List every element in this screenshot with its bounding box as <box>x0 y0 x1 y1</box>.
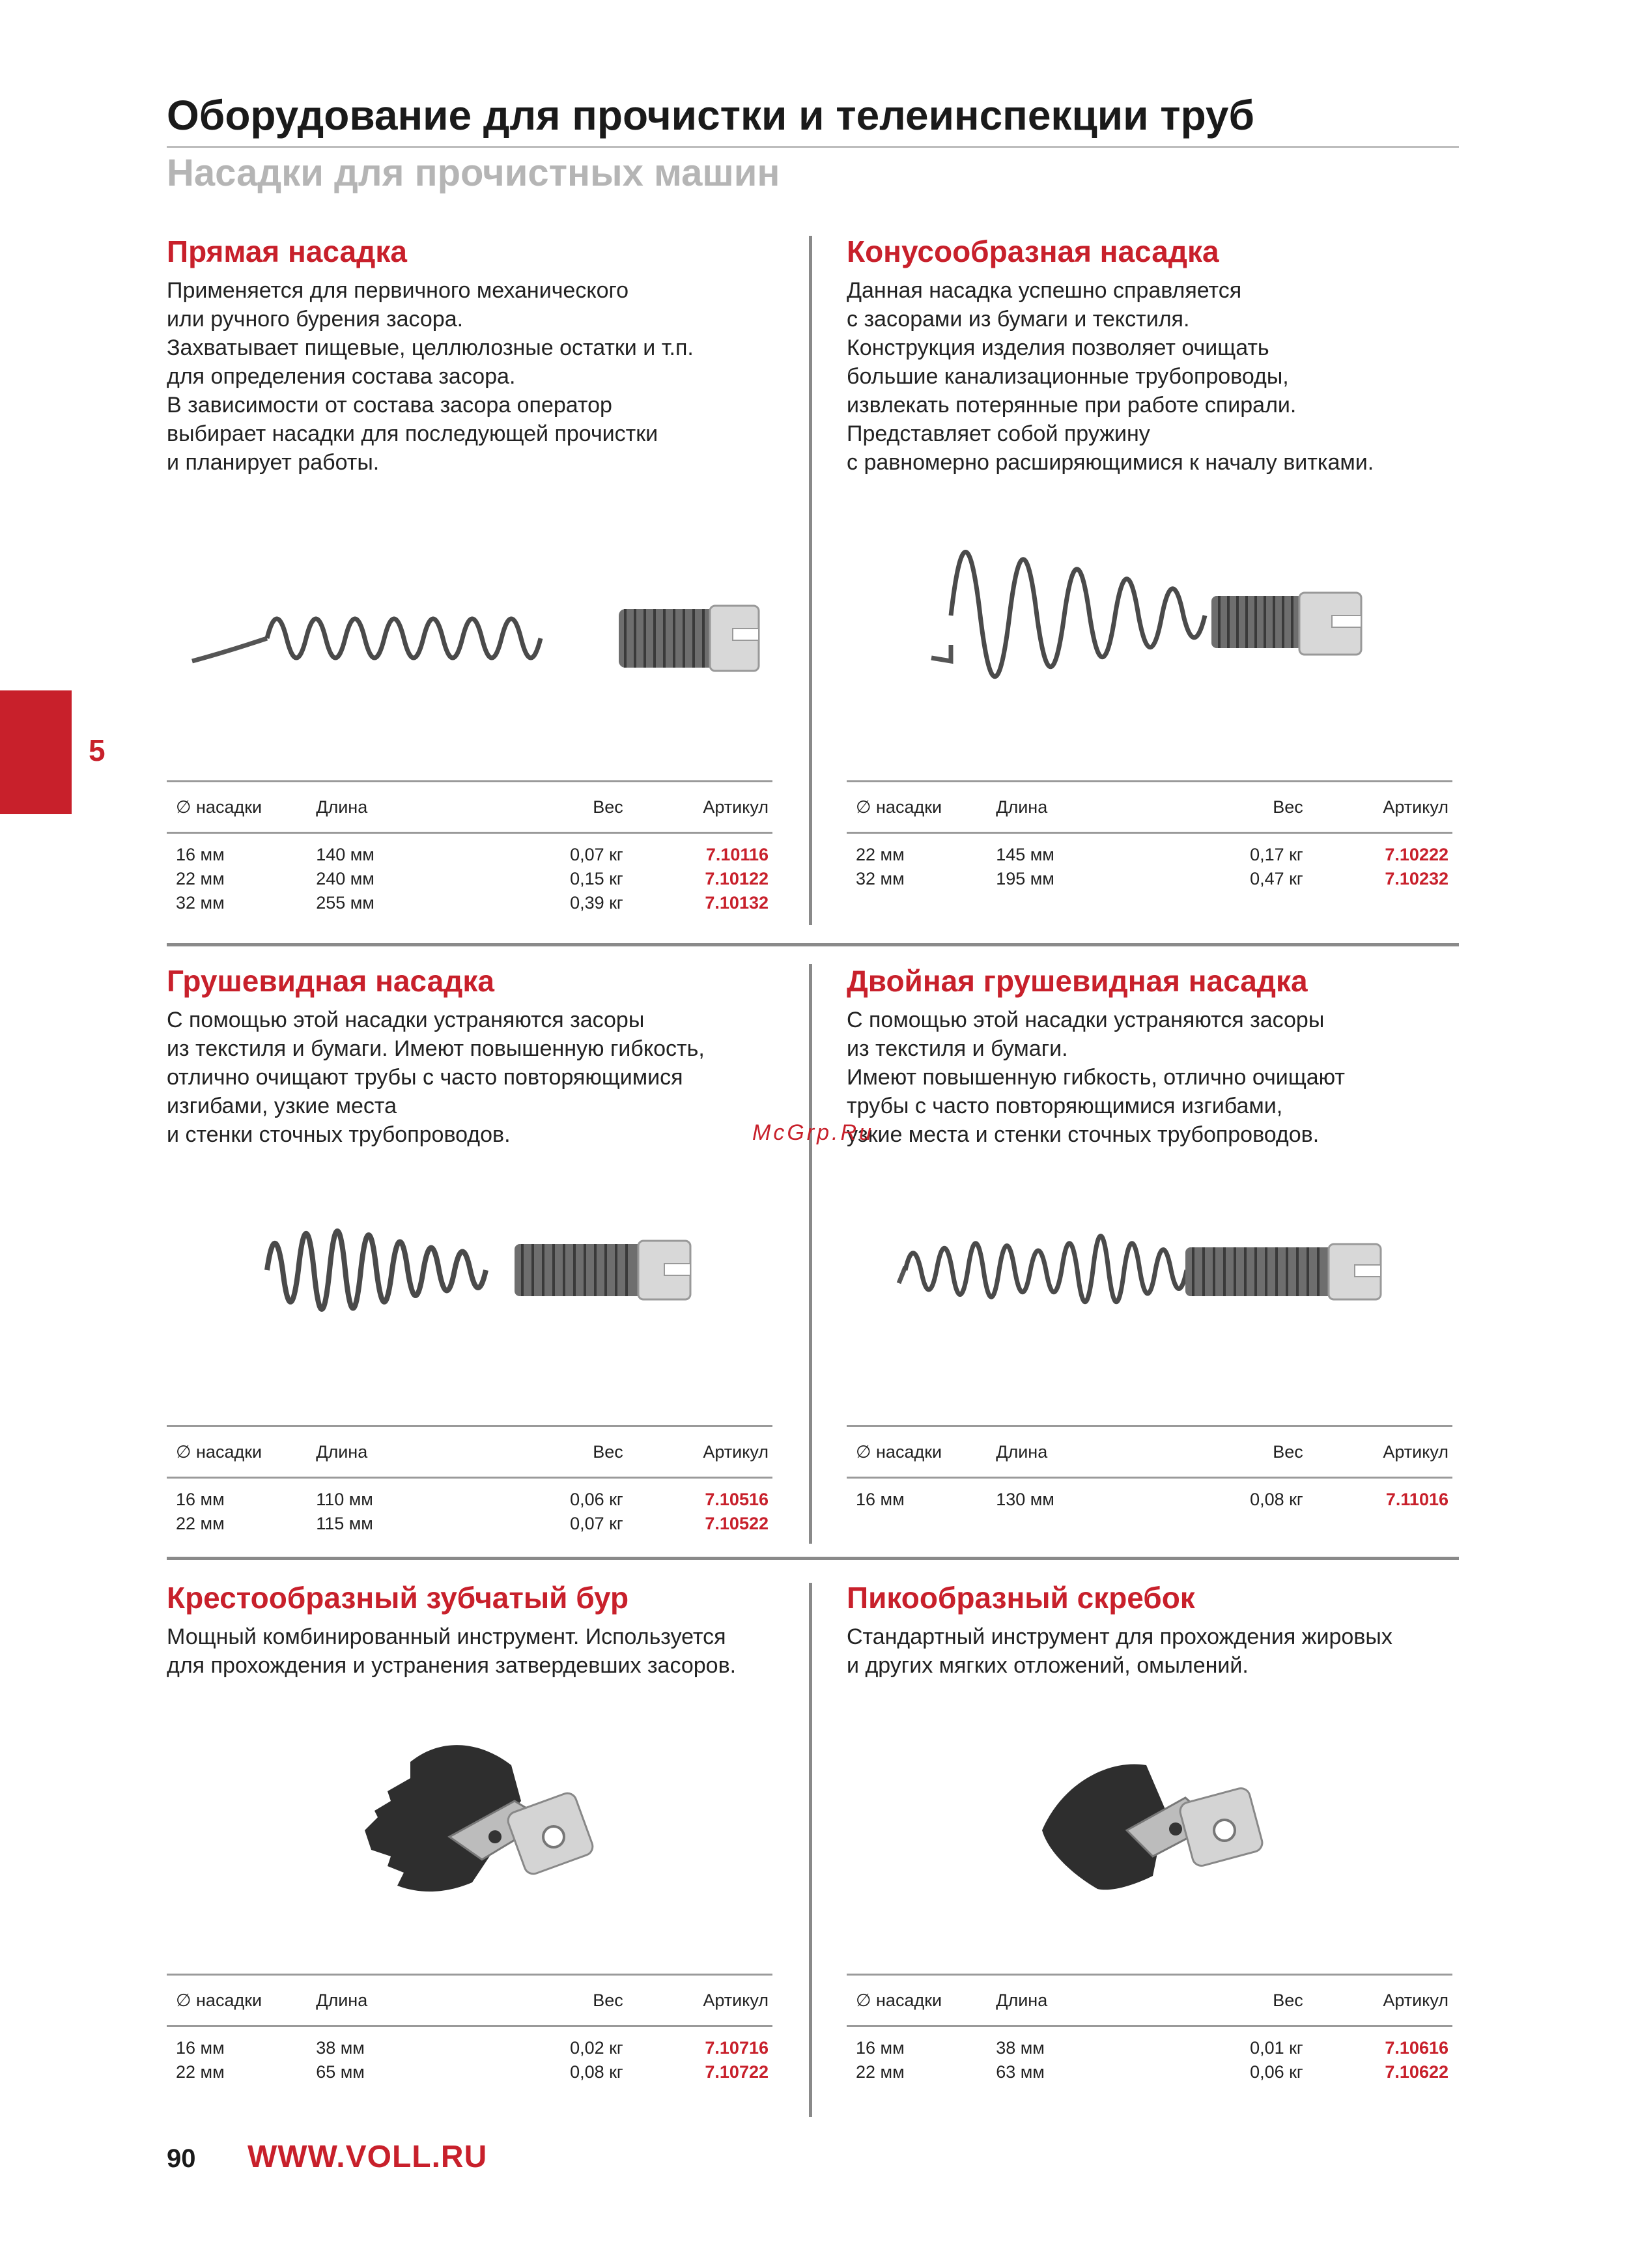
col-article: Артикул <box>703 1441 769 1462</box>
table-row <box>167 891 772 915</box>
product-title: Прямая насадка <box>167 234 407 268</box>
cell-length: 195 мм <box>996 869 1054 888</box>
col-article: Артикул <box>1383 1990 1448 2010</box>
col-weight: Вес <box>593 1441 623 1462</box>
cell-article: 7.10132 <box>705 893 769 913</box>
product-section <box>167 963 779 1149</box>
cell-diameter: 22 мм <box>176 869 225 888</box>
col-weight: Вес <box>1273 797 1303 817</box>
page-number: 90 <box>167 2144 196 2173</box>
col-diameter: ∅ насадки <box>176 1441 262 1462</box>
cell-length: 65 мм <box>316 2062 365 2082</box>
double-pear-spring-image <box>892 1205 1426 1335</box>
product-section <box>847 963 1459 1149</box>
product-section <box>847 1580 1459 1680</box>
cell-article: 7.10716 <box>705 2038 769 2058</box>
spade-scraper-image <box>1036 1746 1270 1908</box>
cell-weight: 0,06 кг <box>570 1490 623 1509</box>
spec-table <box>167 1425 772 1536</box>
page-subtitle: Насадки для прочистных машин <box>167 152 780 194</box>
description-line: трубы с часто повторяющимися изгибами, <box>847 1094 1283 1118</box>
table-row <box>167 1478 772 1512</box>
cell-length: 63 мм <box>996 2062 1045 2082</box>
col-diameter: ∅ насадки <box>856 1441 942 1462</box>
cell-article: 7.10222 <box>1385 845 1448 864</box>
col-weight: Вес <box>593 797 623 817</box>
cell-length: 110 мм <box>316 1490 373 1509</box>
description-line: Имеют повышенную гибкость, отлично очищают <box>847 1065 1345 1090</box>
col-length: Длина <box>996 1990 1048 2010</box>
cell-article: 7.10116 <box>705 845 769 864</box>
product-description <box>847 1006 1459 1149</box>
spec-table <box>847 780 1452 891</box>
straight-spring-image <box>189 573 775 684</box>
description-line: Стандартный инструмент для прохождения жировых <box>847 1624 1392 1649</box>
cell-length: 130 мм <box>996 1490 1054 1509</box>
description-line: Захватывает пищевые, целлюлозные остатки и т.п. <box>167 335 694 360</box>
cell-weight: 0,01 кг <box>1250 2038 1303 2058</box>
description-line: для определения состава засора. <box>167 364 516 389</box>
cell-length: 255 мм <box>316 893 374 913</box>
description-line: отлично очищают трубы с часто повторяющимися <box>167 1065 683 1090</box>
cell-diameter: 32 мм <box>176 893 225 913</box>
col-weight: Вес <box>593 1990 623 2010</box>
cell-article: 7.10522 <box>705 1514 769 1533</box>
description-line: и планирует работы. <box>167 450 380 475</box>
cell-weight: 0,08 кг <box>570 2062 623 2082</box>
product-description <box>167 276 779 477</box>
description-line: С помощью этой насадки устраняются засоры <box>167 1008 645 1032</box>
col-weight: Вес <box>1273 1990 1303 2010</box>
table-row <box>847 867 1452 891</box>
table-row <box>167 867 772 891</box>
cell-article: 7.10122 <box>705 869 769 888</box>
cell-article: 7.10516 <box>705 1490 769 1509</box>
description-line: Мощный комбинированный инструмент. Используется <box>167 1624 726 1649</box>
col-length: Длина <box>996 1441 1048 1462</box>
description-line: с равномерно расширяющимися к началу витками. <box>847 450 1374 475</box>
description-line: выбирает насадки для последующей прочистки <box>167 421 658 446</box>
col-length: Длина <box>316 797 368 817</box>
cell-weight: 0,15 кг <box>570 869 623 888</box>
col-diameter: ∅ насадки <box>176 1990 262 2010</box>
cell-article: 7.10722 <box>705 2062 769 2082</box>
col-article: Артикул <box>1383 797 1448 817</box>
cell-length: 38 мм <box>316 2038 365 2058</box>
col-length: Длина <box>996 797 1048 817</box>
table-row <box>847 833 1452 868</box>
col-diameter: ∅ насадки <box>856 1990 942 2010</box>
cell-length: 240 мм <box>316 869 374 888</box>
table-row <box>847 2026 1452 2061</box>
col-diameter: ∅ насадки <box>176 797 262 817</box>
table-row <box>167 1512 772 1536</box>
table-row <box>167 833 772 868</box>
cell-weight: 0,02 кг <box>570 2038 623 2058</box>
product-title: Крестообразный зубчатый бур <box>167 1581 629 1615</box>
cell-diameter: 32 мм <box>856 869 905 888</box>
description-line: или ручного бурения засора. <box>167 307 464 332</box>
cell-diameter: 22 мм <box>856 845 905 864</box>
product-title: Двойная грушевидная насадка <box>847 964 1308 998</box>
section-divider <box>167 943 1459 946</box>
cell-diameter: 22 мм <box>856 2062 905 2082</box>
chapter-number: 5 <box>89 733 106 767</box>
description-line: В зависимости от состава засора оператор <box>167 393 612 418</box>
cell-diameter: 22 мм <box>176 2062 225 2082</box>
description-line: Представляет собой пружину <box>847 421 1150 446</box>
table-row <box>847 1478 1452 1512</box>
cone-spring-image <box>925 547 1394 697</box>
description-line: из текстиля и бумаги. Имеют повышенную гибкость, <box>167 1036 705 1061</box>
product-section <box>167 1580 779 1680</box>
chapter-tab <box>0 690 72 814</box>
description-line: с засорами из бумаги и текстиля. <box>847 307 1190 332</box>
description-line: Данная насадка успешно справляется <box>847 278 1242 303</box>
col-length: Длина <box>316 1441 368 1462</box>
spec-table <box>167 780 772 915</box>
table-row <box>167 2060 772 2084</box>
cell-diameter: 16 мм <box>176 2038 225 2058</box>
description-line: извлекать потерянные при работе спирали. <box>847 393 1297 418</box>
col-article: Артикул <box>703 1990 769 2010</box>
cell-weight: 0,08 кг <box>1250 1490 1303 1509</box>
cell-weight: 0,39 кг <box>570 893 623 913</box>
cell-diameter: 22 мм <box>176 1514 225 1533</box>
description-line: узкие места и стенки сточных трубопроводов. <box>847 1122 1320 1147</box>
product-description <box>847 276 1459 477</box>
column-divider <box>809 236 812 925</box>
pear-spring-image <box>254 1198 703 1342</box>
description-line: и стенки сточных трубопроводов. <box>167 1122 511 1147</box>
spec-table <box>847 1425 1452 1512</box>
cell-length: 38 мм <box>996 2038 1045 2058</box>
product-description <box>167 1006 779 1149</box>
cell-article: 7.11016 <box>1385 1490 1448 1509</box>
page-title: Оборудование для прочистки и телеинспекции труб <box>167 92 1254 139</box>
description-line: Конструкция изделия позволяет очищать <box>847 335 1269 360</box>
product-section <box>847 233 1459 477</box>
website-link[interactable]: WWW.VOLL.RU <box>247 2140 488 2174</box>
product-description <box>847 1623 1459 1680</box>
cell-length: 115 мм <box>316 1514 373 1533</box>
product-title: Грушевидная насадка <box>167 964 494 998</box>
cell-diameter: 16 мм <box>176 845 225 864</box>
description-line: С помощью этой насадки устраняются засоры <box>847 1008 1325 1032</box>
col-weight: Вес <box>1273 1441 1303 1462</box>
description-line: для прохождения и устранения затвердевших засоров. <box>167 1653 737 1678</box>
section-divider <box>167 1557 1459 1560</box>
col-article: Артикул <box>703 797 769 817</box>
cell-article: 7.10232 <box>1385 869 1448 888</box>
description-line: изгибами, узкие места <box>167 1094 397 1118</box>
cell-weight: 0,07 кг <box>570 845 623 864</box>
spec-table <box>847 1974 1452 2084</box>
table-row <box>847 2060 1452 2084</box>
cell-length: 140 мм <box>316 845 374 864</box>
cell-weight: 0,17 кг <box>1250 845 1303 864</box>
product-title: Пикообразный скребок <box>847 1581 1195 1615</box>
cell-diameter: 16 мм <box>176 1490 225 1509</box>
column-divider <box>809 1583 812 2117</box>
description-line: из текстиля и бумаги. <box>847 1036 1068 1061</box>
product-section <box>167 233 779 477</box>
cell-article: 7.10622 <box>1385 2062 1448 2082</box>
cross-tooth-auger-image <box>352 1739 599 1915</box>
col-length: Длина <box>316 1990 368 2010</box>
cell-diameter: 16 мм <box>856 1490 905 1509</box>
table-row <box>167 2026 772 2061</box>
cell-length: 145 мм <box>996 845 1054 864</box>
description-line: Применяется для первичного механического <box>167 278 629 303</box>
cell-weight: 0,06 кг <box>1250 2062 1303 2082</box>
product-title: Конусообразная насадка <box>847 234 1219 268</box>
col-diameter: ∅ насадки <box>856 797 942 817</box>
cell-weight: 0,47 кг <box>1250 869 1303 888</box>
column-divider <box>809 964 812 1544</box>
description-line: и других мягких отложений, омылений. <box>847 1653 1249 1678</box>
description-line: большие канализационные трубопроводы, <box>847 364 1289 389</box>
cell-diameter: 16 мм <box>856 2038 905 2058</box>
watermark: McGrp.Ru <box>752 1120 874 1145</box>
cell-weight: 0,07 кг <box>570 1514 623 1533</box>
col-article: Артикул <box>1383 1441 1448 1462</box>
product-description <box>167 1623 779 1680</box>
cell-article: 7.10616 <box>1385 2038 1448 2058</box>
title-divider <box>167 146 1459 148</box>
spec-table <box>167 1974 772 2084</box>
